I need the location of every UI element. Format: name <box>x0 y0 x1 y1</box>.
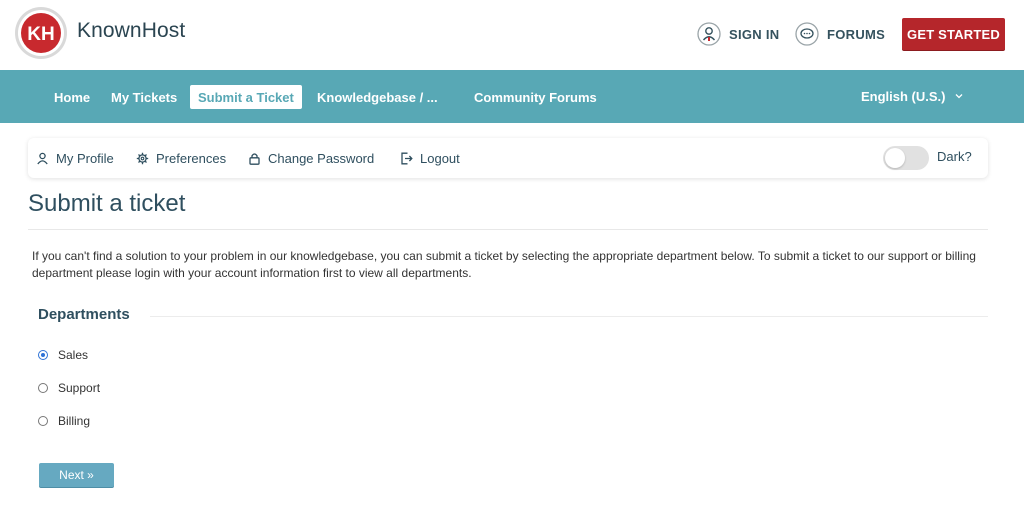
chat-bubble-icon <box>795 22 819 46</box>
departments-heading: Departments <box>38 306 138 323</box>
my-profile-link[interactable] <box>36 149 114 167</box>
nav-home[interactable]: Home <box>54 89 91 105</box>
language-label: English (U.S.) <box>861 88 946 104</box>
main-nav <box>0 70 1024 123</box>
department-option-sales[interactable] <box>38 346 88 364</box>
knownhost-logo-icon[interactable] <box>14 6 68 60</box>
lock-icon <box>248 152 261 165</box>
department-label: Sales <box>58 348 89 362</box>
user-circle-icon <box>697 22 721 46</box>
radio-support[interactable] <box>38 383 48 393</box>
nav-submit-ticket[interactable]: Submit a Ticket <box>190 85 302 109</box>
get-started-button[interactable]: GET STARTED <box>902 18 1005 50</box>
department-label: Support <box>58 381 101 395</box>
department-option-support[interactable] <box>38 379 100 397</box>
forums-link[interactable] <box>795 22 885 46</box>
account-subnav <box>28 138 988 178</box>
nav-knowledgebase[interactable]: Knowledgebase / ... <box>317 89 438 105</box>
logout-icon <box>400 152 413 165</box>
dark-mode-toggle[interactable] <box>883 146 929 170</box>
sign-in-link[interactable] <box>697 22 780 46</box>
departments-divider <box>150 316 988 317</box>
preferences-link[interactable] <box>136 149 226 167</box>
next-button[interactable]: Next » <box>39 463 114 487</box>
radio-sales[interactable] <box>38 350 48 360</box>
title-divider <box>28 229 988 230</box>
logout-link[interactable] <box>400 149 460 167</box>
user-icon <box>36 152 49 165</box>
chevron-down-icon <box>954 91 964 101</box>
sign-in-label: SIGN IN <box>729 26 780 42</box>
change-password-link[interactable] <box>248 149 374 167</box>
department-label: Billing <box>58 414 91 428</box>
preferences-label: Preferences <box>156 150 227 166</box>
forums-label: FORUMS <box>827 26 886 42</box>
page-title: Submit a ticket <box>28 190 186 217</box>
nav-my-tickets[interactable]: My Tickets <box>111 89 178 105</box>
site-header <box>0 0 1024 70</box>
department-option-billing[interactable] <box>38 412 90 430</box>
toggle-knob <box>885 148 905 168</box>
gear-icon <box>136 152 149 165</box>
change-password-label: Change Password <box>268 150 375 166</box>
dark-mode-label: Dark? <box>937 149 972 164</box>
nav-community-forums[interactable]: Community Forums <box>474 89 597 105</box>
brand-name[interactable]: KnownHost <box>77 19 186 42</box>
logo-text: KH <box>27 24 55 45</box>
language-selector[interactable] <box>861 84 964 108</box>
radio-billing[interactable] <box>38 416 48 426</box>
intro-text: If you can't find a solution to your problem in our knowledgebase, you can submit a ticket by selecting the appropriate department below. To submit a ticket to our support or billing department please login with your account information first to view all departments. <box>32 249 976 280</box>
logout-label: Logout <box>420 150 460 166</box>
my-profile-label: My Profile <box>56 150 114 166</box>
